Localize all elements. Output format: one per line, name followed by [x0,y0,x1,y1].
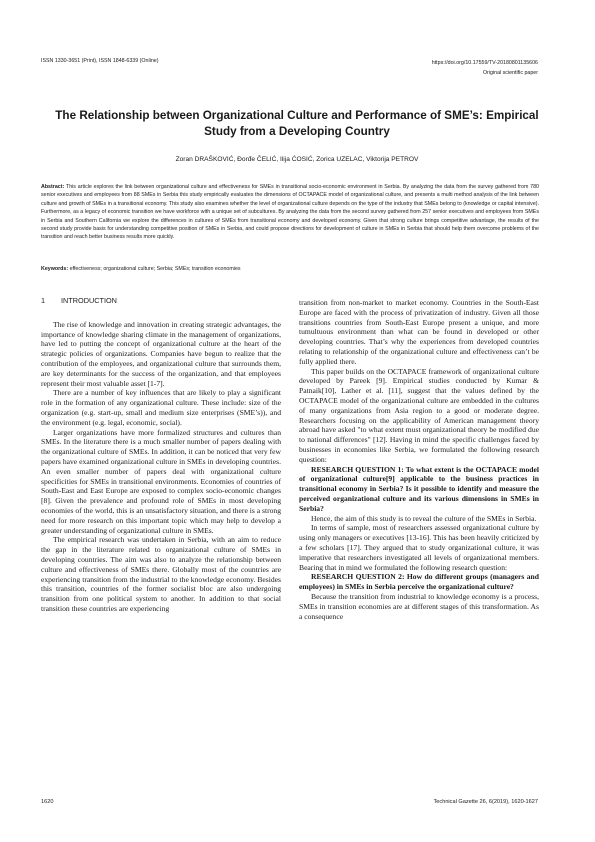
abstract [41,183,539,242]
abstract-text: This article explores the link between organizational culture and effectiveness for SMEs in transitional socio-economic environment in Serbia. By analyzing the data from the survey gathered from 780 senior executives and employees from 88 SMEs in Serbia this study empirically evaluates the dimensions of OCTAPACE model of organizational culture, and presents a multi method analysis of the link between culture and growth of SMEs in a transitional economy. This study also examines whether the level of organizational culture depends on the type of the industry that SMEs belong to (knowledge or capital intensive). Furthermore, as a legacy of economic transition we have workforce with a unique set of subcultures. By analyzing the data from the second survey gathered from 257 senior executives and employees from SMEs in Serbia and Southern California we explore the differences in cultures of SMEs from transitional economy and developed economy. Given that strong culture brings competitive advantage, the results of the second study provide basis for understanding competitive position of SMEs in Serbia, and could propose directions for development of culture in SMEs in Serbia that should help them overcome problems of the transition and reach better business results more quickly. [41,184,539,241]
abstract-label: Abstract: [41,184,65,190]
doi-header [432,58,538,78]
keywords-text: effectiveness; organizational culture; Serbia; SMEs; transition economies [69,266,241,272]
keywords-label: Keywords: [41,266,69,272]
paragraph: There are a number of key influences that are likely to play a significant role in the formation of any organizational culture. These include: size of the organization (e.g. start-up, small and medium size enterprises (SME’s)), and the environment (e.g. legal, economic, social). [41,388,281,427]
page-number: 1620 [41,799,54,805]
author-list: Zoran DRAŠKOVIĆ, Đorđe ČELIĆ, Ilija ĆOSIĆ, Zorica UZELAC, Viktorija PETROV [175,156,419,163]
left-column [41,296,281,614]
paragraph: transition from non-market to market economy. Countries in the South-East Europe are faced with the process of privatization of industry. Given all those transitions countries from South-East Europe present a unique, and more tumultuous environment than what can be found in developed or other developing countries. That’s why the experiences from developed countries relating to relationship of the organizational culture and effectiveness can’t be fully applied there. [299,298,539,366]
paragraph: Because the transition from industrial to knowledge economy is a process, SMEs in transition economies are at different stages of this transformation. As a consequence [299,591,539,621]
right-column [299,298,539,621]
article-type: Original scientific paper [482,70,538,76]
section-heading [41,296,281,306]
paragraph: This paper builds on the OCTAPACE framework of organizational culture developed by Pareek [9]. Empirical studies conducted by Kumar & Patnaik[10], Lather et al. [11], suggest that the values defined by the OCTAPACE model of the organizational culture are embedded in the cultures of many organizations from Asia region to a good or moderate degree. Researchers focusing on the applicability of American management theory abroad have asked "to what extent must organizational theory be modified due to national differences" [12]. Having in mind the specific challenges faced by businesses in economies like Serbia, we formulated the following research question: [299,366,539,464]
section-title: INTRODUCTION [61,296,117,305]
paragraph: Hence, the aim of this study is to reveal the culture of the SMEs in Serbia. [311,513,537,523]
doi-link[interactable]: https://doi.org/10.17559/TV-20180801135606 [431,60,538,66]
section-number: 1 [41,296,46,305]
paragraph: Larger organizations have more formalized structures and cultures than SMEs. In the literature there is a much smaller number of papers dealing with the organizational culture of SMEs. In addition, it can be noticed that very few papers have examined organizational culture in SMEs in developing countries. An even smaller number of papers deal with organizational culture specificities for SMEs in transitional environments. Economies of countries of South-East and East Europe are exposed to complex socio-economic changes [8]. Given the prevalence and profound role of SMEs in most developing economies of the world, this is an unsatisfactory situation, and there is a strong need for more research on this important topic which may help to develop a greater understanding of organizational culture in SMEs. [41,427,281,535]
paragraph: In terms of sample, most of researchers assessed organizational culture by using only managers or executives [13-16]. This has been heavily criticized by a few scholars [17]. They argued that to study organizational culture, it was imperative that researchers investigated all levels of organizational members. Bearing that in mind we formulated the following research question: [299,523,539,572]
paragraph: The rise of knowledge and innovation in creating strategic advantages, the importance of knowledge sharing climate in the management of organizations, have led to putting the concept of organizational culture at the heart of the strategic policies of organizations. Companies have begun to realize that the contribution of the employees, and organizational culture that surrounds them, are key determinants for the success of the organization, and that employees represent their most valuable asset [1-7]. [41,319,281,388]
paper-title: The Relationship between Organizational Culture and Performance of SME’s: Empirical Study from a Developing Country [55,109,539,138]
issn-header: ISSN 1330-3651 (Print), ISSN 1848-6339 (Online) [41,58,159,64]
research-question-1: RESEARCH QUESTION 1: To what extent is the OCTAPACE model of organizational culture[9] applicable to the business practices in transitional economy in Serbia? Is it possible to identify and measure the perceived organizational culture and its various dimensions in SMEs in Serbia? [299,464,539,513]
paragraph: The empirical research was undertaken in Serbia, with an aim to reduce the gap in the literature related to organizational culture of SMEs in developing countries. The aim was also to analyze the relationship between culture and effectiveness of SMEs there. Globally most of the countries are experiencing transition from the industrial to the knowledge economy. Besides this transition, countries of the former socialist bloc are also undergoing transition from one political system to another. In addition to that social transition these countries are experiencing [41,535,281,613]
journal-citation: Technical Gazette 26, 6(2019), 1620-1627 [433,799,538,805]
keywords [41,266,539,272]
research-question-2: RESEARCH QUESTION 2: How do different groups (managers and employees) in SMEs in Serbia perceive the organizational culture? [299,572,539,592]
